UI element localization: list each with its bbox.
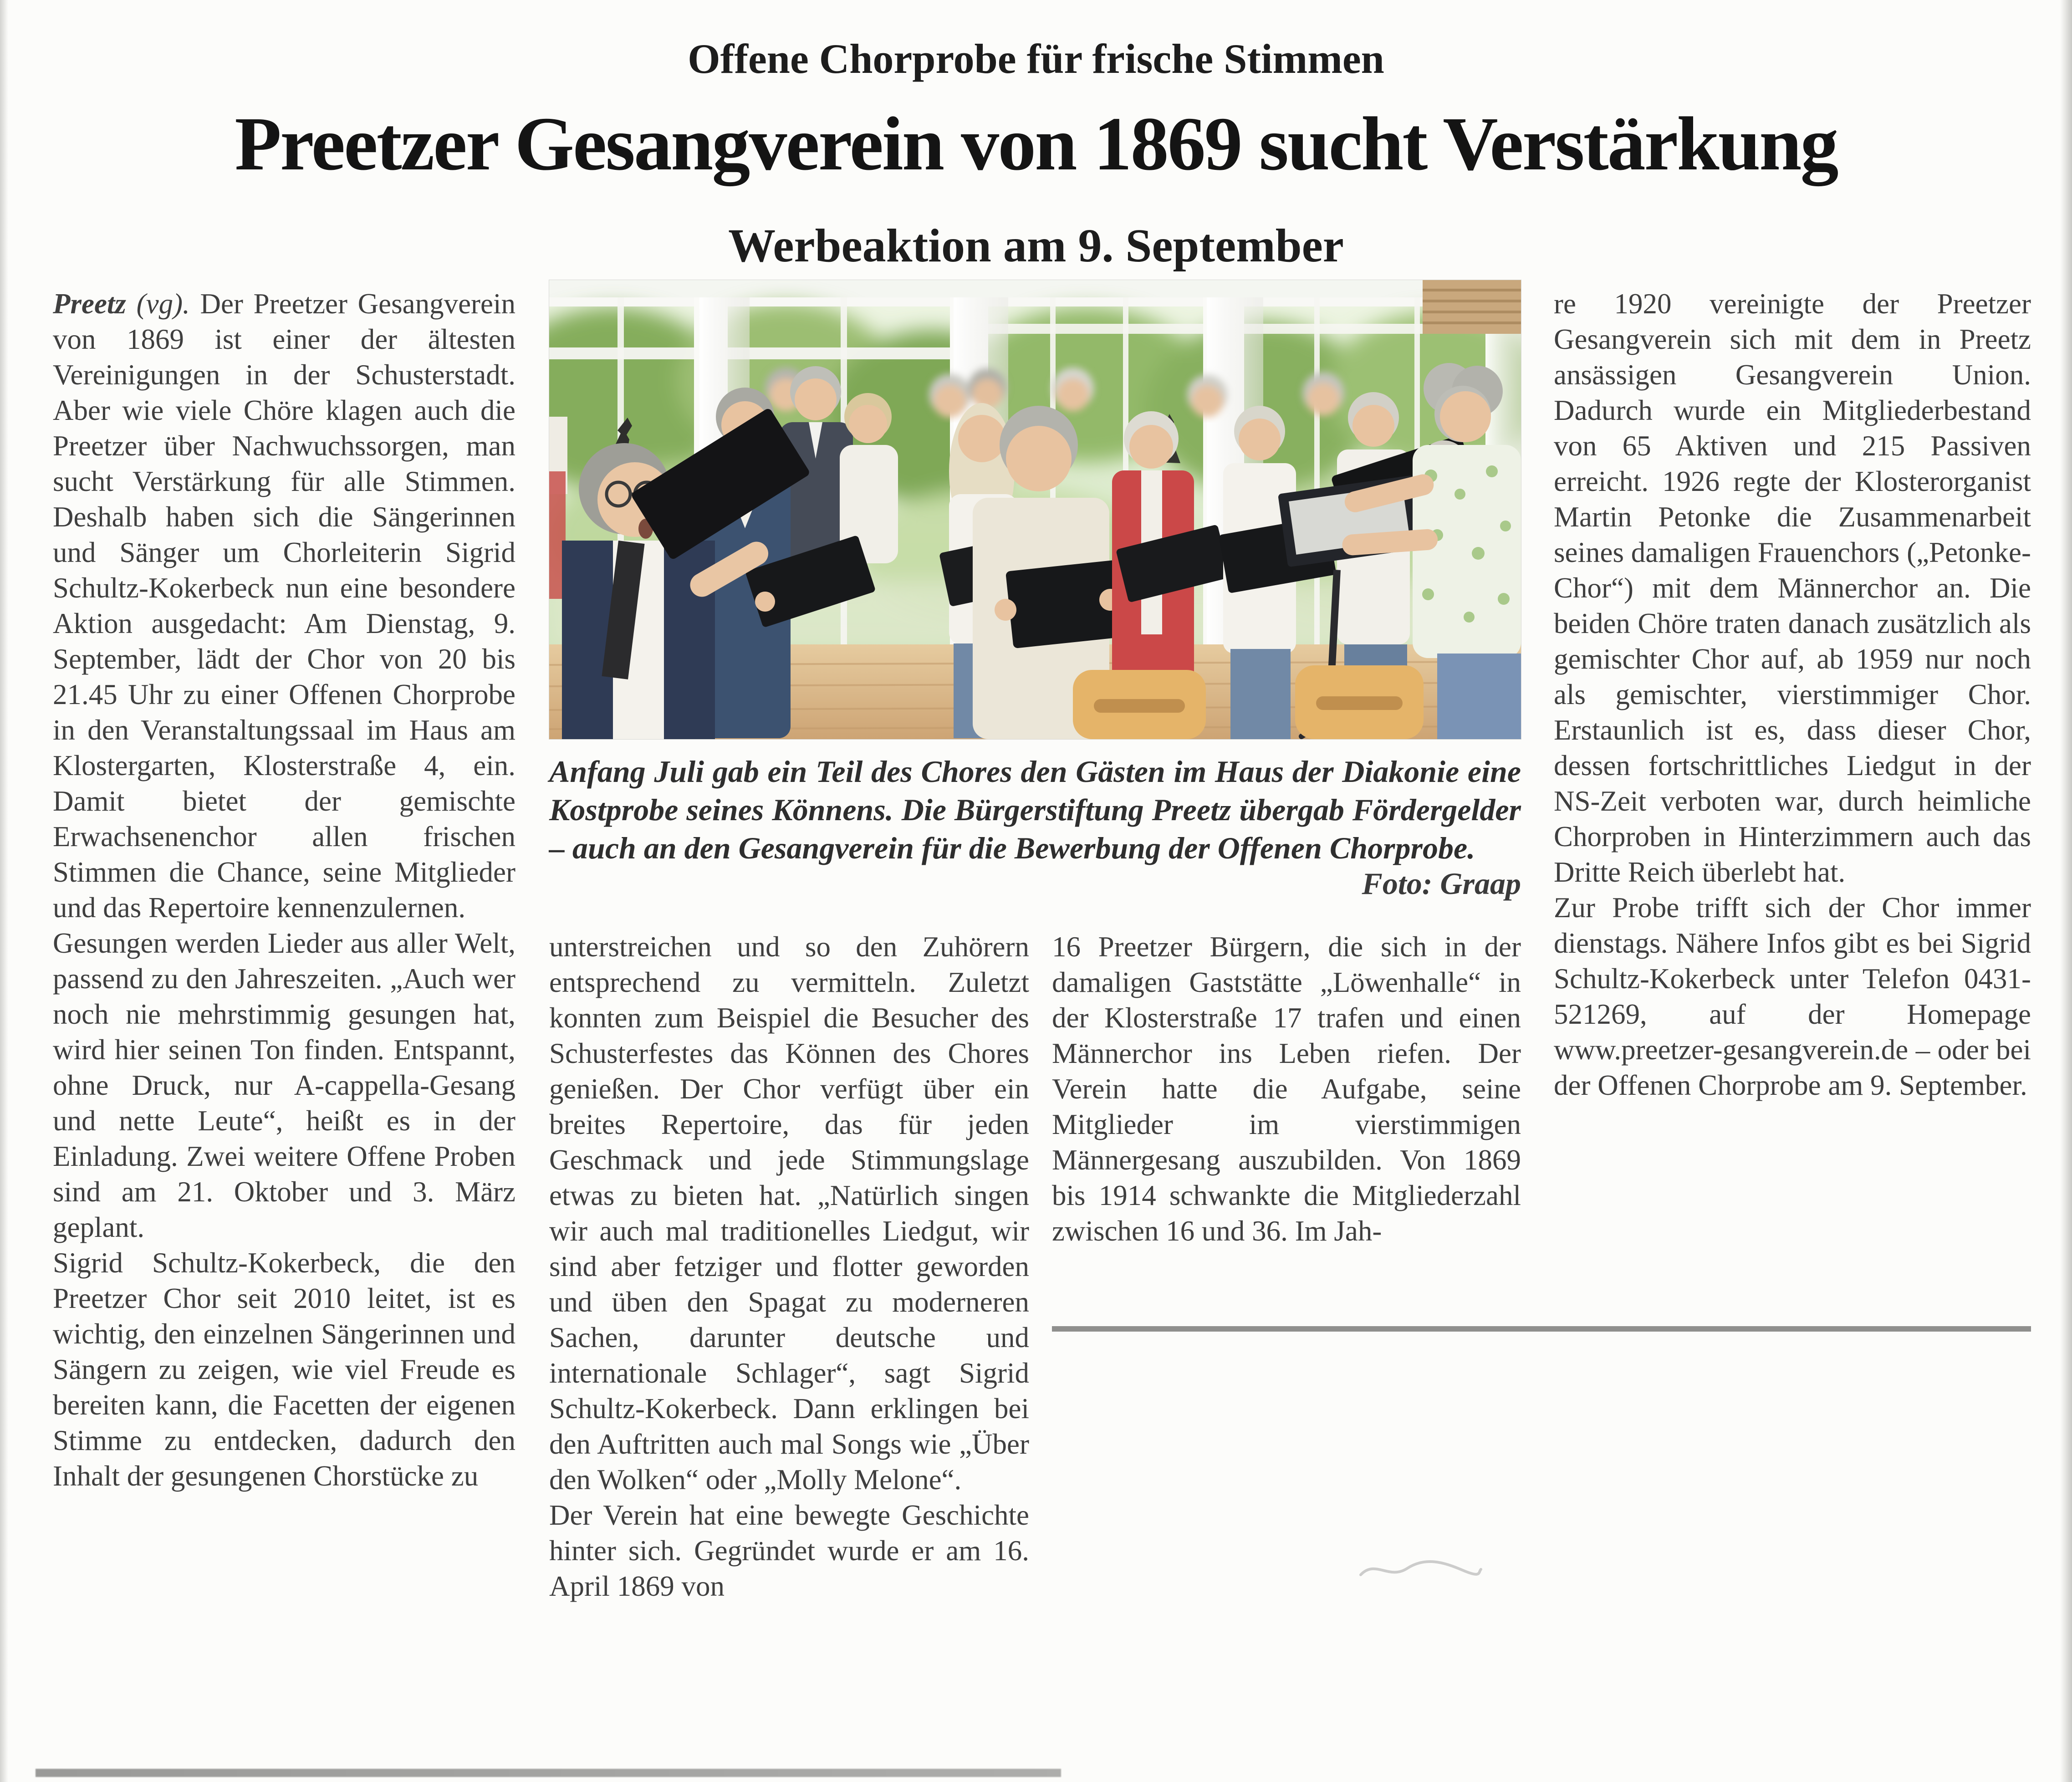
paragraph: re 1920 vereinigte der Preetzer Gesangverein sich mit dem in Preetz ansässigen Gesangverein Union. Dadurch wurde ein Mitgliederbestand von 65 Aktiven und 215 Passiven erreicht. 1926 regte der Klosterorganist Martin Petonke die Zusammenarbeit seines damaligen Frauenchors („Petonke-Chor“) mit dem Männerchor an. Die beiden Chöre traten danach zusätzlich als gemischter Chor auf, ab 1959 nur noch als gemischter, vierstimmiger Chor. Erstaunlich ist es, dass dieser Chor, dessen fortschrittliches Liedgut in der NS-Zeit verboten war, durch heimliche Chorproben in Hinterzimmern auch das Dritte Reich überlebt hat.: [1554, 288, 2031, 888]
caption-text: Anfang Juli gab ein Teil des Chores den Gästen im Haus der Diakonie eine Kostprobe seines Könnens. Die Bürgerstiftung Preetz übergab Fördergelder – auch an den Gesangverein für die Bewerbung der Offenen Chorprobe.: [549, 754, 1521, 865]
dateline-signature: (vg).: [126, 288, 190, 320]
choir-photo-illustration: [549, 280, 1521, 739]
handwriting-artifact: [1357, 1554, 1485, 1590]
text-column-1: [53, 286, 515, 1494]
text-column-3: [1052, 929, 1521, 1249]
paragraph: Der Verein hat eine bewegte Geschichte hinter sich. Gegründet wurde er am 16. April 1869 von: [549, 1499, 1029, 1602]
text-column-4: [1554, 286, 2031, 1103]
paragraph-text: Der Preetzer Gesangverein von 1869 ist einer der ältesten Vereinigungen in der Schusterstadt. Aber wie viele Chöre klagen auch die Preetzer über Nachwuchssorgen, man sucht Verstärkung für alle Stimmen. Deshalb haben sich die Sängerinnen und Sänger um Chorleiterin Sigrid Schultz-Kokerbeck nun eine besondere Aktion ausgedacht: Am Dienstag, 9. September, lädt der Chor von 20 bis 21.45 Uhr zu einer Offenen Chorprobe in den Veranstaltungssaal im Haus am Klostergarten, Klosterstraße 4, ein. Damit bietet der gemischte Erwachsenenchor allen frischen Stimmen die Chance, seine Mitglieder und das Repertoire kennenzulernen.: [53, 288, 515, 924]
paragraph: Zur Probe trifft sich der Chor immer dienstags. Nähere Infos gibt es bei Sigrid Schultz-Kokerbeck unter Telefon 0431-521269, auf der Homepage www.preetzer-gesangverein.de – oder bei der Offenen Chorprobe am 9. September.: [1554, 892, 2031, 1101]
photo-credit: Foto: Graap: [1362, 866, 1521, 901]
paragraph: Gesungen werden Lieder aus aller Welt, passend zu den Jahreszeiten. „Auch wer noch nie mehrstimmig gesungen hat, wird hier seinen Ton finden. Entspannt, ohne Druck, nur A-cappella-Gesang und nette Leute“, heißt es in der Einladung. Zwei weitere Offene Proben sind am 21. Oktober und 3. März geplant.: [53, 927, 515, 1243]
dateline-city: Preetz: [53, 288, 126, 320]
kicker: Offene Chorprobe für frische Stimmen: [688, 36, 1384, 82]
paragraph: [53, 286, 515, 925]
article-end-divider: [1052, 1326, 2031, 1332]
text-column-2: [549, 929, 1029, 1604]
article-photo: [549, 280, 1521, 739]
page-title: Preetzer Gesangverein von 1869 sucht Verstärkung: [235, 102, 1837, 186]
subhead: Werbeaktion am 9. September: [728, 220, 1344, 272]
paragraph: Sigrid Schultz-Kokerbeck, die den Preetzer Chor seit 2010 leitet, ist es wichtig, den einzelnen Sängerinnen und Sängern zu zeigen, wie viel Freude es bereiten kann, die Facetten der eigenen Stimme zu entdecken, dadurch den Inhalt der gesungenen Chorstücke zu: [53, 1247, 515, 1492]
paragraph: 16 Preetzer Bürgern, die sich in der damaligen Gaststätte „Löwenhalle“ in der Klosterstraße 17 trafen und einen Männerchor ins Leben riefen. Der Verein hatte die Aufgabe, seine Mitglieder im vierstimmigen Männergesang auszubilden. Von 1869 bis 1914 schwankte die Mitgliederzahl zwischen 16 und 36. Im Jah-: [1052, 931, 1521, 1247]
page-bottom-rule: [36, 1769, 1061, 1777]
paragraph: unterstreichen und so den Zuhörern entsprechend zu vermitteln. Zuletzt konnten zum Beispiel die Besucher des Schusterfestes das Können des Chores genießen. Der Chor verfügt über ein breites Repertoire, das für jeden Geschmack und jede Stimmungslage etwas zu bieten hat. „Natürlich singen wir auch mal traditionelles Liedgut, wir sind aber fetziger und flotter geworden und üben den Spagat zu moderneren Sachen, darunter deutsche und internationale Schlager“, sagt Sigrid Schultz-Kokerbeck. Dann erklingen bei den Auftritten auch mal Songs wie „Über den Wolken“ oder „Molly Melone“.: [549, 931, 1029, 1496]
photo-caption: [549, 752, 1521, 903]
